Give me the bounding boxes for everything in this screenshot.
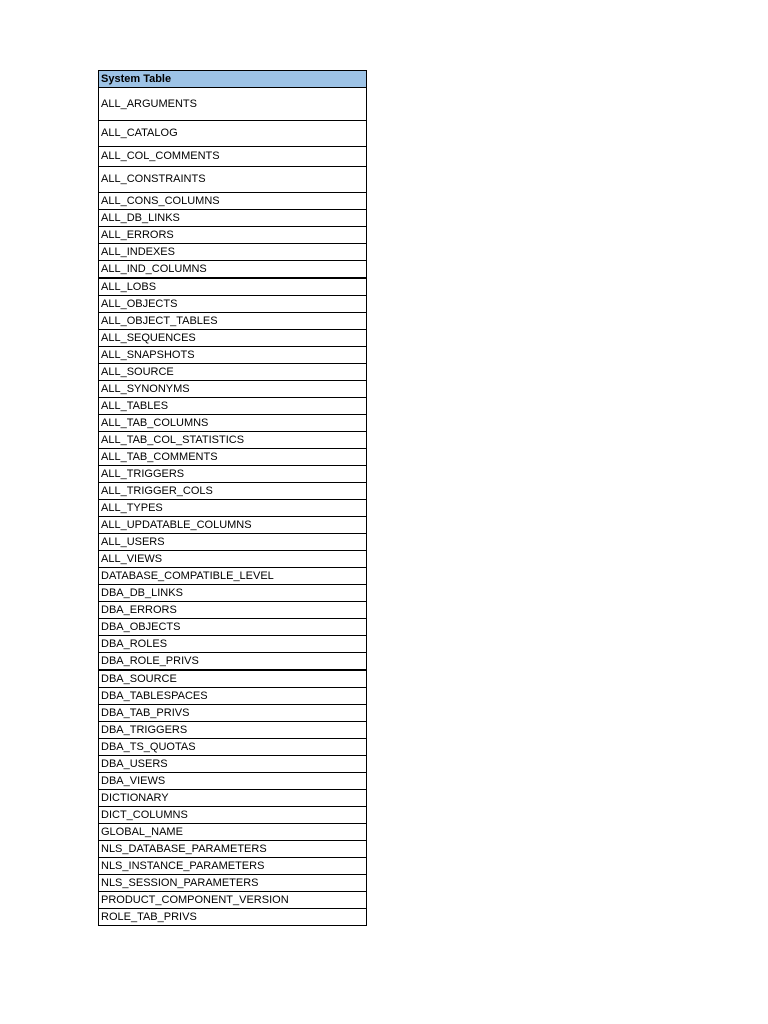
- table-cell-system-table: DBA_TABLESPACES: [99, 688, 367, 705]
- table-row: [99, 227, 367, 244]
- table-cell-system-table: ALL_TRIGGERS: [99, 466, 367, 483]
- table-cell-system-table: DBA_ROLES: [99, 636, 367, 653]
- table-row: [99, 483, 367, 500]
- table-cell-system-table: ALL_TAB_COLUMNS: [99, 415, 367, 432]
- table-row: [99, 466, 367, 483]
- table-row: [99, 551, 367, 568]
- table-row: [99, 364, 367, 381]
- table-row: [99, 790, 367, 807]
- table-cell-system-table: NLS_INSTANCE_PARAMETERS: [99, 858, 367, 875]
- table-row: [99, 892, 367, 909]
- table-cell-system-table: ALL_OBJECTS: [99, 296, 367, 313]
- table-cell-system-table: NLS_DATABASE_PARAMETERS: [99, 841, 367, 858]
- table-cell-system-table: ALL_TAB_COL_STATISTICS: [99, 432, 367, 449]
- table-cell-system-table: DBA_OBJECTS: [99, 619, 367, 636]
- table-row: [99, 807, 367, 824]
- table-cell-system-table: ALL_VIEWS: [99, 551, 367, 568]
- table-cell-system-table: ALL_UPDATABLE_COLUMNS: [99, 517, 367, 534]
- column-header-system-table: System Table: [99, 71, 367, 88]
- table-row: [99, 449, 367, 466]
- table-cell-system-table: DICT_COLUMNS: [99, 807, 367, 824]
- table-cell-system-table: ROLE_TAB_PRIVS: [99, 909, 367, 926]
- table-row: [99, 636, 367, 653]
- table-row: [99, 147, 367, 167]
- table-cell-system-table: ALL_INDEXES: [99, 244, 367, 261]
- table-row: [99, 585, 367, 602]
- table-row: [99, 381, 367, 398]
- table-row: [99, 602, 367, 619]
- table-row: [99, 824, 367, 841]
- table-cell-system-table: ALL_SOURCE: [99, 364, 367, 381]
- table-row: [99, 278, 367, 296]
- table-row: [99, 330, 367, 347]
- table-cell-system-table: ALL_CATALOG: [99, 121, 367, 147]
- table-cell-system-table: ALL_TRIGGER_COLS: [99, 483, 367, 500]
- table-cell-system-table: ALL_SYNONYMS: [99, 381, 367, 398]
- table-row: [99, 568, 367, 585]
- table-cell-system-table: DBA_TS_QUOTAS: [99, 739, 367, 756]
- table-header-row: [99, 71, 367, 88]
- table-cell-system-table: ALL_TABLES: [99, 398, 367, 415]
- table-row: [99, 398, 367, 415]
- system-table: [98, 70, 367, 926]
- table-cell-system-table: GLOBAL_NAME: [99, 824, 367, 841]
- table-row: [99, 773, 367, 790]
- table-row: [99, 167, 367, 193]
- table-row: [99, 415, 367, 432]
- table-cell-system-table: ALL_TYPES: [99, 500, 367, 517]
- table-row: [99, 88, 367, 121]
- table-cell-system-table: ALL_LOBS: [99, 278, 367, 296]
- table-cell-system-table: DBA_SOURCE: [99, 670, 367, 688]
- table-row: [99, 210, 367, 227]
- table-row: [99, 296, 367, 313]
- table-row: [99, 193, 367, 210]
- table-row: [99, 705, 367, 722]
- table-row: [99, 841, 367, 858]
- table-row: [99, 688, 367, 705]
- table-row: [99, 722, 367, 739]
- table-cell-system-table: ALL_CONSTRAINTS: [99, 167, 367, 193]
- table-row: [99, 500, 367, 517]
- table-cell-system-table: DATABASE_COMPATIBLE_LEVEL: [99, 568, 367, 585]
- table-cell-system-table: DBA_ERRORS: [99, 602, 367, 619]
- table-row: [99, 739, 367, 756]
- table-cell-system-table: ALL_SNAPSHOTS: [99, 347, 367, 364]
- table-row: [99, 756, 367, 773]
- table-row: [99, 432, 367, 449]
- table-cell-system-table: DBA_DB_LINKS: [99, 585, 367, 602]
- table-row: [99, 670, 367, 688]
- table-cell-system-table: ALL_TAB_COMMENTS: [99, 449, 367, 466]
- table-cell-system-table: ALL_CONS_COLUMNS: [99, 193, 367, 210]
- table-row: [99, 347, 367, 364]
- table-cell-system-table: DICTIONARY: [99, 790, 367, 807]
- table-row: [99, 619, 367, 636]
- table-row: [99, 121, 367, 147]
- table-cell-system-table: DBA_TAB_PRIVS: [99, 705, 367, 722]
- table-cell-system-table: ALL_SEQUENCES: [99, 330, 367, 347]
- table-row: [99, 909, 367, 926]
- table-cell-system-table: ALL_COL_COMMENTS: [99, 147, 367, 167]
- table-cell-system-table: ALL_ARGUMENTS: [99, 88, 367, 121]
- table-cell-system-table: ALL_IND_COLUMNS: [99, 261, 367, 279]
- table-row: [99, 653, 367, 671]
- table-cell-system-table: NLS_SESSION_PARAMETERS: [99, 875, 367, 892]
- table-cell-system-table: ALL_DB_LINKS: [99, 210, 367, 227]
- table-row: [99, 858, 367, 875]
- table-cell-system-table: PRODUCT_COMPONENT_VERSION: [99, 892, 367, 909]
- table-cell-system-table: ALL_OBJECT_TABLES: [99, 313, 367, 330]
- table-cell-system-table: DBA_TRIGGERS: [99, 722, 367, 739]
- table-row: [99, 261, 367, 279]
- table-cell-system-table: ALL_ERRORS: [99, 227, 367, 244]
- table-cell-system-table: DBA_ROLE_PRIVS: [99, 653, 367, 671]
- table-cell-system-table: ALL_USERS: [99, 534, 367, 551]
- table-cell-system-table: DBA_VIEWS: [99, 773, 367, 790]
- table-row: [99, 875, 367, 892]
- table-row: [99, 313, 367, 330]
- table-body: [99, 88, 367, 926]
- table-row: [99, 534, 367, 551]
- table-row: [99, 517, 367, 534]
- table-cell-system-table: DBA_USERS: [99, 756, 367, 773]
- table-row: [99, 244, 367, 261]
